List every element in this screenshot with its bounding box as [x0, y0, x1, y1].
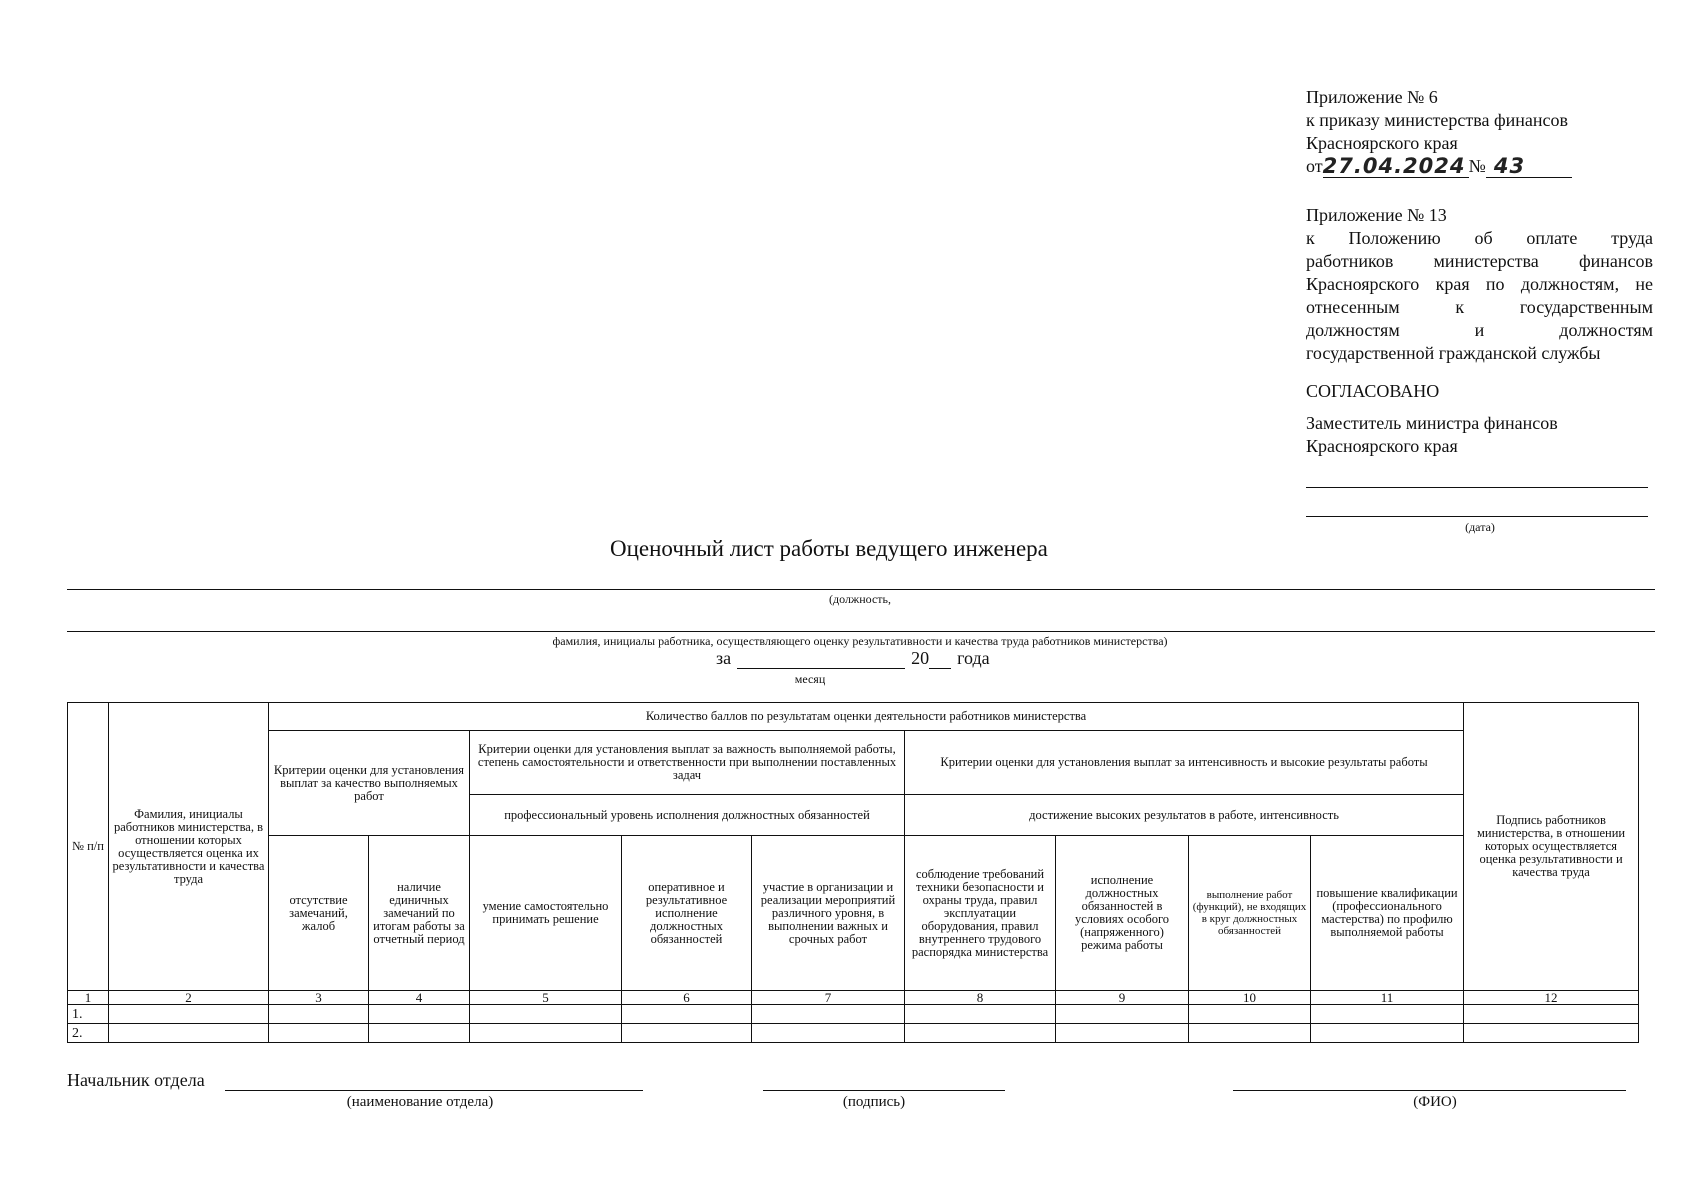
- column-number-row: [68, 991, 1639, 1005]
- table-cell[interactable]: [1189, 1005, 1311, 1024]
- signature-line: [763, 1090, 1005, 1091]
- position-caption: (должность,: [829, 592, 891, 606]
- table-cell[interactable]: [1311, 1005, 1464, 1024]
- criterion-6-header: оперативное и результативное исполнение должностных обязанностей: [622, 836, 752, 991]
- criterion-5-header: умение самостоятельно принимать решение: [470, 836, 622, 991]
- number-prefix: №: [1468, 156, 1486, 176]
- table-cell[interactable]: [269, 1005, 369, 1024]
- department-name-caption: (наименование отдела): [346, 1094, 494, 1110]
- year-prefix: 20: [911, 648, 930, 668]
- table-cell[interactable]: [1056, 1024, 1189, 1043]
- period-line: [716, 648, 990, 669]
- regulation-line: государственной гражданской службы: [1306, 343, 1601, 363]
- col-signature-header: Подпись работников министерства, в отношении которых осуществляется оценка результативности и качества труда: [1464, 703, 1639, 991]
- group-quality-header: Критерии оценки для установления выплат за качество выполняемых работ: [269, 731, 470, 836]
- regulation-line: должностям и должностям: [1306, 320, 1653, 340]
- table-cell[interactable]: [905, 1005, 1056, 1024]
- table-cell[interactable]: [622, 1005, 752, 1024]
- table-cell[interactable]: [109, 1024, 269, 1043]
- deputy-region: Красноярского края: [1306, 436, 1458, 456]
- regulation-line: Красноярского края по должностям, не: [1306, 274, 1653, 294]
- row-number: 2.: [68, 1024, 109, 1043]
- order-line: к приказу министерства финансов: [1306, 110, 1568, 130]
- table-cell[interactable]: [1189, 1024, 1311, 1043]
- approval-block: [1306, 380, 1558, 458]
- department-name-line: [225, 1090, 643, 1091]
- table-cell[interactable]: [369, 1024, 470, 1043]
- appendix-6-title: Приложение № 6: [1306, 87, 1438, 107]
- column-number: 7: [752, 991, 905, 1005]
- table-row: [68, 1005, 1639, 1024]
- appendix-13-title: Приложение № 13: [1306, 205, 1447, 225]
- name-line: [67, 631, 1655, 632]
- month-blank: [737, 650, 905, 669]
- approval-signature-line: [1306, 487, 1648, 488]
- column-number: 9: [1056, 991, 1189, 1005]
- criterion-8-header: соблюдение требований техники безопасности и охраны труда, правил эксплуатации оборудования, правил внутреннего трудового распорядка министерства: [905, 836, 1056, 991]
- col-name-header: Фамилия, инициалы работников министерства, в отношении которых осуществляется оценка их результативности и качества труда: [109, 703, 269, 991]
- year-blank: [929, 650, 951, 669]
- column-number: 11: [1311, 991, 1464, 1005]
- table-cell[interactable]: [752, 1005, 905, 1024]
- document-title: Оценочный лист работы ведущего инженера: [610, 536, 1048, 561]
- month-caption: месяц: [794, 672, 826, 686]
- position-line: [67, 589, 1655, 590]
- table-row: [68, 1024, 1639, 1043]
- appendix-13-block: [1306, 204, 1653, 365]
- column-number: 12: [1464, 991, 1639, 1005]
- approved-label: СОГЛАСОВАНО: [1306, 381, 1440, 401]
- period-prefix: за: [716, 648, 732, 668]
- criterion-7-header: участие в организации и реализации мероприятий различного уровня, в выполнении важных и срочных работ: [752, 836, 905, 991]
- deputy-title: Заместитель министра финансов: [1306, 413, 1558, 433]
- col-number-header: № п/п: [68, 703, 109, 991]
- sub-professional-header: профессиональный уровень исполнения должностных обязанностей: [470, 795, 905, 836]
- column-number: 6: [622, 991, 752, 1005]
- table-cell[interactable]: [470, 1024, 622, 1043]
- col-points-header: Количество баллов по результатам оценки деятельности работников министерства: [269, 703, 1464, 731]
- group-intensity-header: Критерии оценки для установления выплат за интенсивность и высокие результаты работы: [905, 731, 1464, 795]
- table-cell[interactable]: [470, 1005, 622, 1024]
- handwritten-date: 27.04.2024: [1323, 155, 1469, 178]
- criterion-9-header: исполнение должностных обязанностей в условиях особого (напряженного) режима работы: [1056, 836, 1189, 991]
- appendix-header: [1306, 86, 1572, 178]
- regulation-line: к Положению об оплате труда: [1306, 228, 1653, 248]
- table-cell[interactable]: [622, 1024, 752, 1043]
- column-number: 5: [470, 991, 622, 1005]
- group-importance-header: Критерии оценки для установления выплат за важность выполняемой работы, степень самостоятельности и ответственности при выполнении поставленных задач: [470, 731, 905, 795]
- column-number: 8: [905, 991, 1056, 1005]
- regulation-line: работников министерства финансов: [1306, 251, 1653, 271]
- handwritten-number: 43: [1486, 155, 1572, 178]
- criterion-4-header: наличие единичных замечаний по итогам работы за отчетный период: [369, 836, 470, 991]
- fio-line: [1233, 1090, 1626, 1091]
- table-cell[interactable]: [369, 1005, 470, 1024]
- row-number: 1.: [68, 1005, 109, 1024]
- region-line: Красноярского края: [1306, 133, 1458, 153]
- column-number: 2: [109, 991, 269, 1005]
- criterion-10-header: выполнение работ (функций), не входящих в круг должностных обязанностей: [1189, 836, 1311, 991]
- sub-achievement-header: достижение высоких результатов в работе, интенсивность: [905, 795, 1464, 836]
- column-number: 10: [1189, 991, 1311, 1005]
- table-cell[interactable]: [1464, 1005, 1639, 1024]
- table-cell[interactable]: [109, 1005, 269, 1024]
- name-caption: фамилия, инициалы работника, осуществляющего оценку результативности и качества труда работников министерства): [552, 634, 1168, 648]
- signature-caption: (подпись): [842, 1094, 906, 1110]
- regulation-line: отнесенным к государственным: [1306, 297, 1653, 317]
- fio-caption: (ФИО): [1413, 1094, 1457, 1110]
- year-suffix: года: [957, 648, 990, 668]
- table-cell[interactable]: [269, 1024, 369, 1043]
- department-head-label: Начальник отдела: [67, 1070, 205, 1090]
- table-cell[interactable]: [905, 1024, 1056, 1043]
- table-cell[interactable]: [1311, 1024, 1464, 1043]
- order-date-line: [1306, 155, 1572, 178]
- table-cell[interactable]: [752, 1024, 905, 1043]
- date-prefix: от: [1306, 156, 1323, 176]
- criterion-11-header: повышение квалификации (профессионального мастерства) по профилю выполняемой работы: [1311, 836, 1464, 991]
- column-number: 1: [68, 991, 109, 1005]
- column-number: 3: [269, 991, 369, 1005]
- column-number: 4: [369, 991, 470, 1005]
- table-cell[interactable]: [1056, 1005, 1189, 1024]
- date-caption: (дата): [1465, 520, 1495, 534]
- criterion-3-header: отсутствие замечаний, жалоб: [269, 836, 369, 991]
- evaluation-table: [67, 702, 1639, 1043]
- approval-date-line: [1306, 516, 1648, 517]
- table-cell[interactable]: [1464, 1024, 1639, 1043]
